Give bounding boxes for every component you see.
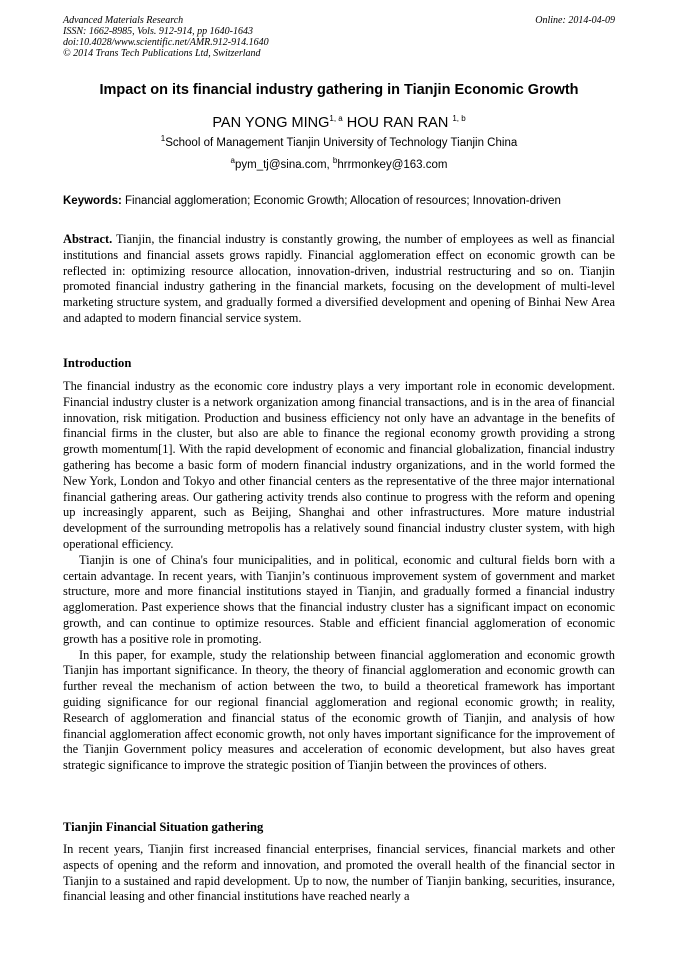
email-a: pym_tj@sina.com, (234, 159, 333, 171)
issn-line: ISSN: 1662-8985, Vols. 912-914, pp 1640-1643 (63, 26, 253, 37)
tianjin-section-body (63, 842, 615, 905)
introduction-paragraph-2: Tianjin is one of China's four municipalities, and in political, economic and cultural fields born with a certain advantage. In recent years, with Tianjin’s continuous improvement system of government and market structure, more and more financial institutions stayed in Tianjin, and gradually formed a financial industry agglomeration. Past experience shows that the financial industry cluster has a significant impact on economic growth, and can continue to optimize resources. Stable and efficient financial agglomeration of economic growth has a positive role in promoting. (63, 552, 615, 646)
keywords (63, 195, 618, 207)
affiliation (40, 134, 638, 149)
introduction-paragraph-3: In this paper, for example, study the relationship between financial agglomeration and economic growth Tianjin has important significance. In theory, the theory of financial agglomeration and economic growth can further reveal the mechanism of action between the two, to build a theoretical framework has important guiding significance for our regional financial agglomeration and regional economic growth; in reality, Research of agglomeration and financial status of the economic growth of Tianjin, and analysis of how financial agglomeration affect economic growth, not only haves important significance for the improvement of the Tianjin Government policy measures and acceleration of economic development, but also haves great strategic significance to improve the strategic position of Tianjin between the provinces of others. (63, 647, 615, 773)
online-date: Online: 2014-04-09 (535, 15, 615, 26)
paper-title: Impact on its financial industry gathering in Tianjin Economic Growth (99, 82, 579, 98)
affiliation-text: School of Management Tianjin University of Technology Tianjin China (165, 137, 518, 149)
email-b: hrrmonkey@163.com (337, 159, 448, 171)
affiliation-superscript: 1 (160, 134, 166, 144)
email-b-superscript: b (332, 156, 338, 166)
journal-header (63, 15, 615, 59)
abstract-label: Abstract. (63, 232, 113, 246)
introduction-heading: Introduction (63, 356, 132, 370)
introduction-paragraph-1: The financial industry as the economic core industry plays a very important role in economic development. Financial industry cluster is a network organization among financial transactions, and is in the area of financial innovation, risk mitigation. Production and business efficiency not only have an advantage in the benefits of financial firms in the cluster, but also are able to finance the regional economy growth providing a strong growth momentum[1]. With the rapid development of economic and financial globalization, financial industry gathering has become a basic form of modern financial industry organizations, and in the world formed the New York, London and Tokyo and other financial centers as the representative of the three major international financial gathering areas. Our gathering activity trends also continue to progress with the reform and opening up increasingly apparent, such as Beijing, Shanghai and other infrastructures. More mature industrial development of the surrounding metropolis has a relatively sound financial industry cluster system, with high operational efficiency. (63, 379, 615, 551)
tianjin-section-heading: Tianjin Financial Situation gathering (63, 820, 264, 834)
abstract (63, 232, 615, 327)
author-1-superscript: 1, a (329, 114, 343, 124)
keywords-label: Keywords: (63, 195, 122, 207)
author-2: HOU RAN RAN (346, 115, 449, 131)
author-2-superscript: 1, b (452, 114, 466, 124)
journal-name: Advanced Materials Research (63, 15, 184, 26)
tianjin-paragraph-1: In recent years, Tianjin first increased financial enterprises, financial services, financial markets and other aspects of opening and the reform and innovation, and promoted the overall health of the financial sector in Tianjin to a sustained and rapid development. Up to now, the number of Tianjin banking, securities, insurance, financial leasing and other financial institutions have reached nearly a (63, 842, 615, 904)
author-line (40, 115, 638, 131)
copyright-line: © 2014 Trans Tech Publications Ltd, Switzerland (63, 48, 261, 59)
email-a-superscript: a (230, 156, 235, 166)
keywords-text: Financial agglomeration; Economic Growth; Allocation of resources; Innovation-driven (121, 195, 561, 207)
doi-line: doi:10.4028/www.scientific.net/AMR.912-914.1640 (63, 37, 269, 48)
introduction-body (63, 379, 615, 774)
abstract-text: Tianjin, the financial industry is constantly growing, the number of employees as well as financial institutions and financial assets grows rapidly. Financial agglomeration effect on economic growth can be reflected in: optimizing resource allocation, innovation-driven, industrial restructuring and so on. Tianjin promoted financial industry gathering in the financial markets, focusing on the development of multi-level marketing structure system, and gradually formed a diversified development and opening of Binhai New Area and adapted to modern financial service system. (63, 232, 615, 325)
email-line (40, 156, 638, 171)
author-1: PAN YONG MING (212, 115, 330, 131)
